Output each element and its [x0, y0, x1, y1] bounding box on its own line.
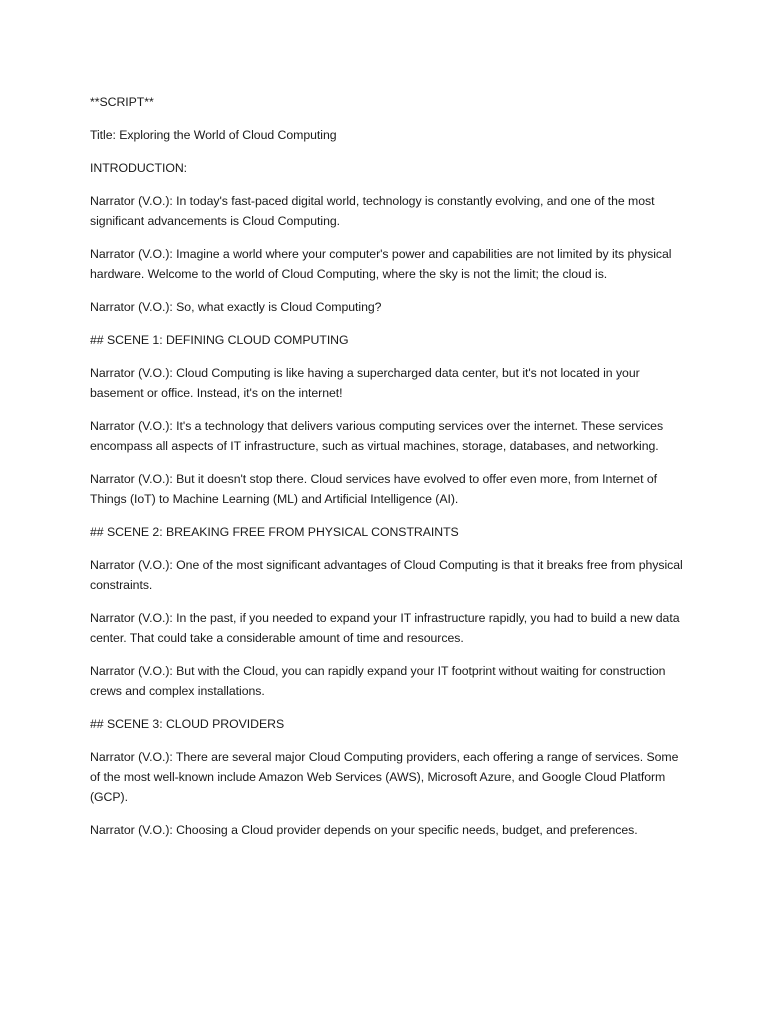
scene-heading-2: ## SCENE 2: BREAKING FREE FROM PHYSICAL CONSTRAINTS	[90, 525, 459, 539]
narration-paragraph: Narrator (V.O.): One of the most significant advantages of Cloud Computing is that it breaks free from physical constraints.	[90, 558, 683, 592]
narration-paragraph: Narrator (V.O.): It's a technology that delivers various computing services over the internet. These services encompass all aspects of IT infrastructure, such as virtual machines, storage, databases, and networking.	[90, 419, 664, 453]
narration-paragraph: Narrator (V.O.): But with the Cloud, you can rapidly expand your IT footprint without waiting for construction crews and complex installations.	[90, 664, 666, 698]
document-title: Title: Exploring the World of Cloud Computing	[90, 128, 337, 142]
narration-paragraph: Narrator (V.O.): Choosing a Cloud provider depends on your specific needs, budget, and preferences.	[90, 823, 638, 837]
narration-paragraph: Narrator (V.O.): In today's fast-paced digital world, technology is constantly evolving, and one of the most significant advancements is Cloud Computing.	[90, 194, 655, 228]
narration-paragraph: Narrator (V.O.): There are several major Cloud Computing providers, each offering a range of services. Some of the most well-known include Amazon Web Services (AWS), Microsoft Azure, and Google Cloud Platform (GCP).	[90, 750, 679, 804]
narration-paragraph: Narrator (V.O.): In the past, if you needed to expand your IT infrastructure rapidly, you had to build a new data center. That could take a considerable amount of time and resources.	[90, 611, 680, 645]
scene-heading-3: ## SCENE 3: CLOUD PROVIDERS	[90, 717, 285, 731]
narration-paragraph: Narrator (V.O.): Cloud Computing is like having a supercharged data center, but it's not located in your basement or office. Instead, it's on the internet!	[90, 366, 640, 400]
narration-paragraph: Narrator (V.O.): So, what exactly is Cloud Computing?	[90, 300, 382, 314]
scene-heading-1: ## SCENE 1: DEFINING CLOUD COMPUTING	[90, 333, 349, 347]
narration-paragraph: Narrator (V.O.): But it doesn't stop there. Cloud services have evolved to offer even more, from Internet of Things (IoT) to Machine Learning (ML) and Artificial Intelligence (AI).	[90, 472, 657, 506]
narration-paragraph: Narrator (V.O.): Imagine a world where your computer's power and capabilities are not limited by its physical hardware. Welcome to the world of Cloud Computing, where the sky is not the limit; the cloud is.	[90, 247, 672, 281]
script-marker: **SCRIPT**	[90, 95, 154, 109]
section-heading-introduction: INTRODUCTION:	[90, 161, 188, 175]
